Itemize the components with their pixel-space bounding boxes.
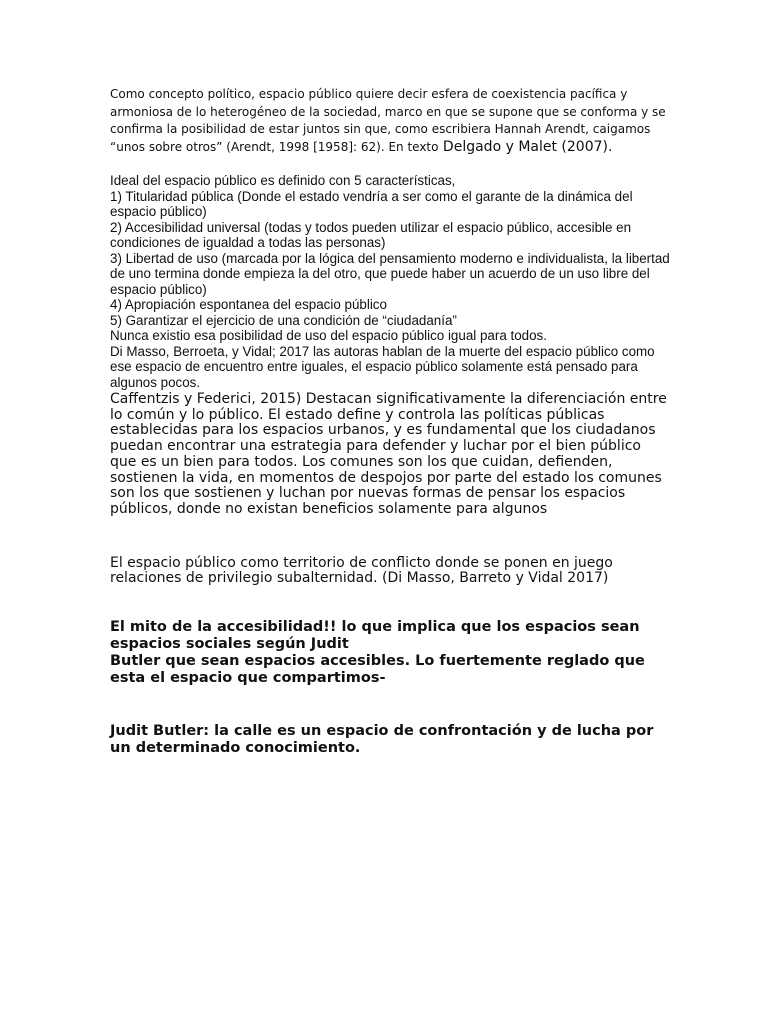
paragraph-concepto-citation: Delgado y Malet (2007). [438, 138, 613, 155]
paragraph-concepto-politico [110, 86, 670, 156]
paragraph-caffentzis: Caffentzis y Federici, 2015) Destacan significativamente la diferenciación entre lo común y lo público. El estado define y controla las políticas públicas establecidas para los espacios urbanos, y es fundamental que los ciudadanos puedan encontrar una estrategia para defender y luchar por el bien público que es un bien para todos. Los comunes son los que cuidan, defienden, sostienen la vida, en momentos de despojos por parte del estado los comunes son los que sostienen y luchan por nuevas formas de pensar los espacios públicos, donde no existan beneficios solamente para algunos [110, 391, 667, 517]
bold-paragraph-mito [110, 619, 670, 687]
bold-mito-line2: Butler que sean espacios accesibles. Lo fuertemente reglado que esta el espacio que compartimos- [110, 653, 645, 687]
list-item: Di Masso, Berroeta, y Vidal; 2017 las autoras hablan de la muerte del espacio público como ese espacio de encuentro entre iguales, el espacio público solamente está pensado para algunos pocos. [110, 343, 655, 390]
characteristics-list [110, 173, 670, 390]
bold-mito-line1: El mito de la accesibilidad!! lo que implica que los espacios sean espacios sociales según Judit [110, 619, 640, 653]
paragraph-concepto-text: Como concepto político, espacio público quiere decir esfera de coexistencia pacífica y armoniosa de lo heterogéneo de la sociedad, marco en que se supone que se conforma y se confirma la posibilidad de estar juntos sin que, como escribiera Hannah Arendt, caigamos “unos sobre otros” (Arendt, 1998 [1958]: 62). En texto [110, 87, 666, 154]
bold-paragraph-butler: Judit Butler: la calle es un espacio de confrontación y de lucha por un determinado conocimiento. [110, 723, 654, 757]
list-item: 1) Titularidad pública (Donde el estado vendría a ser como el garante de la dinámica del espacio público) [110, 188, 633, 219]
list-item: 2) Accesibilidad universal (todas y todos pueden utilizar el espacio público, accesible en condiciones de igualdad a todas las personas) [110, 219, 632, 250]
list-item: Ideal del espacio público es definido con 5 características, [110, 173, 456, 188]
list-item: 3) Libertad de uso (marcada por la lógica del pensamiento moderno e individualista, la libertad de uno termina donde empieza la del otro, que puede haber un acuerdo de un uso libre del espacio público) [110, 250, 670, 297]
list-item: Nunca existio esa posibilidad de uso del espacio público igual para todos. [110, 328, 547, 343]
list-item: 4) Apropiación espontanea del espacio público [110, 297, 387, 312]
list-item: 5) Garantizar el ejercicio de una condición de “ciudadanía” [110, 312, 457, 328]
document-page [110, 86, 670, 757]
paragraph-conflicto: El espacio público como territorio de conflicto donde se ponen en juego relaciones de privilegio subalternidad. (Di Masso, Barreto y Vidal 2017) [110, 554, 613, 587]
